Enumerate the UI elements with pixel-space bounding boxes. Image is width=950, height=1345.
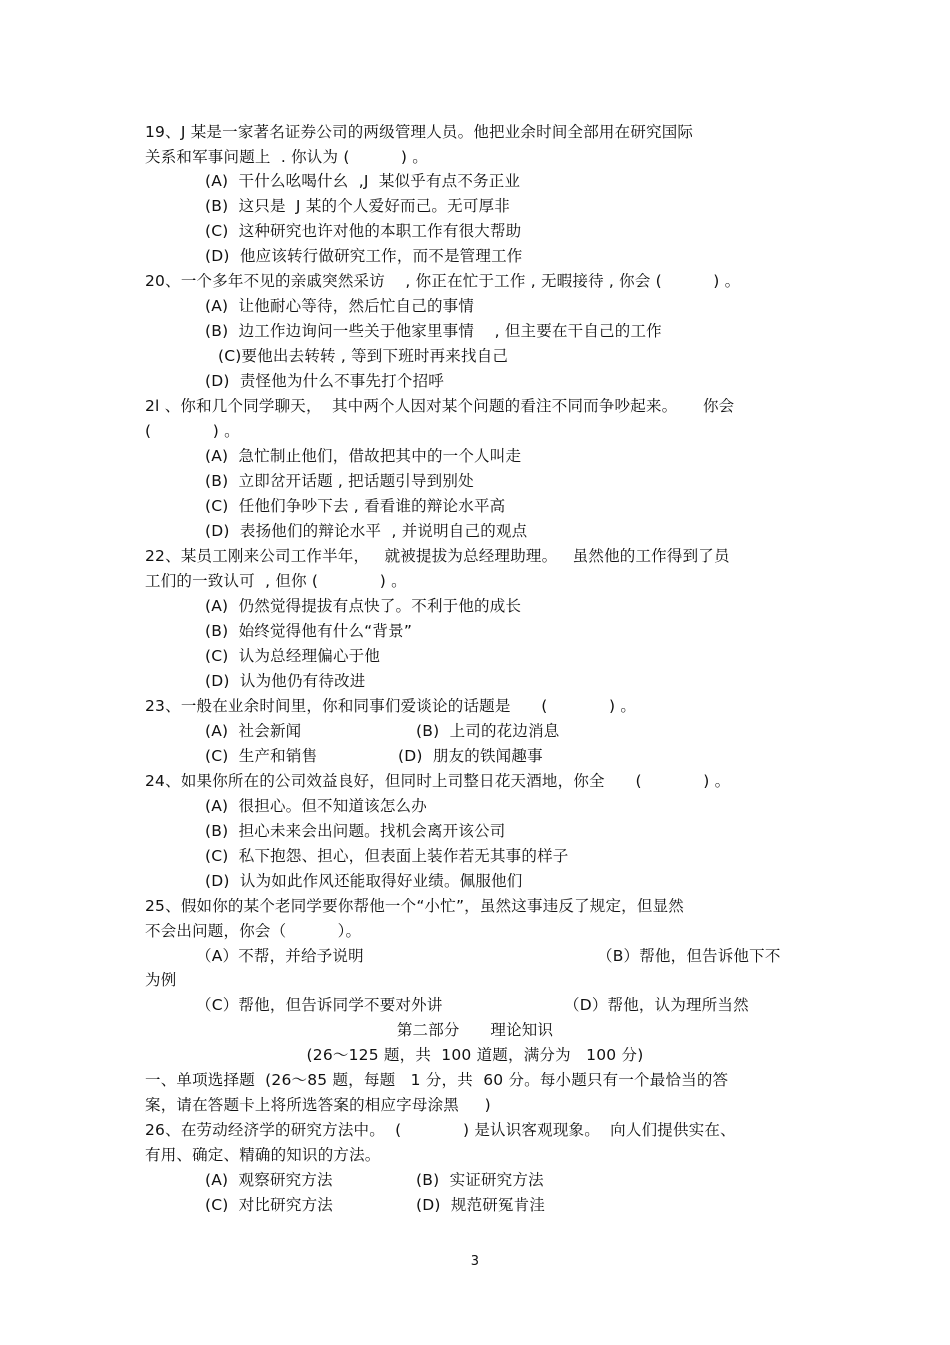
- question-25-option-d: （D）帮他，认为理所当然: [564, 996, 749, 1014]
- question-23-option-d: (D) 朋友的铁闻趣事: [398, 747, 543, 765]
- question-19-option-b: (B) 这只是 J 某的个人爱好而己。无可厚非: [205, 197, 510, 215]
- question-25-option-a: （A）不帮，并给予说明: [196, 947, 364, 965]
- question-19-stem-line-2: 关系和军事问题上 . 你认为 ( ) 。: [145, 148, 428, 166]
- question-21-option-b: (B) 立即岔开话题 , 把话题引导到别处: [205, 472, 474, 490]
- question-19-stem-line-1: 19、J 某是一家著名证券公司的两级管理人员。他把业余时间全部用在研究国际: [145, 123, 694, 141]
- question-23-option-c: (C) 生产和销售: [205, 747, 318, 765]
- question-26-option-b: (B) 实证研究方法: [416, 1171, 544, 1189]
- question-23-option-b: (B) 上司的花边消息: [416, 722, 560, 740]
- section-1-heading-line-2: 案，请在答题卡上将所选答案的相应字母涂黑 ): [145, 1096, 491, 1114]
- part-2-subtitle: (26～125 题，共 100 道题，满分为 100 分): [306, 1046, 644, 1064]
- question-22-option-a: (A) 仍然觉得提拔有点快了。不利于他的成长: [205, 597, 522, 615]
- question-26-option-c: (C) 对比研究方法: [205, 1196, 333, 1214]
- question-20-option-b: (B) 边工作边询问一些关于他家里事情 , 但主要在干自己的工作: [205, 322, 662, 340]
- question-20-option-c: (C)要他出去转转 , 等到下班时再来找自己: [218, 347, 509, 365]
- question-25-option-b: （B）帮他，但告诉他下不: [597, 947, 781, 965]
- question-21-stem-line-1: 2l 、你和几个同学聊天， 其中两个人因对某个问题的看注不同而争吵起来。 你会: [145, 397, 735, 415]
- question-23-option-a: (A) 社会新闻: [205, 722, 302, 740]
- part-2-title: 第二部分 理论知识: [396, 1021, 554, 1039]
- question-19-option-d: (D) 他应该转行做研究工作，而不是管理工作: [205, 247, 523, 265]
- question-22-stem-line-2: 工们的一致认可 , 但你 ( ) 。: [145, 572, 407, 590]
- question-22-option-d: (D) 认为他仍有待改进: [205, 672, 366, 690]
- question-26-option-a: (A) 观察研究方法: [205, 1171, 333, 1189]
- question-25-option-c: （C）帮他，但告诉同学不要对外讲: [196, 996, 443, 1014]
- question-24-option-c: (C) 私下抱怨、担心，但表面上装作若无其事的样子: [205, 847, 569, 865]
- question-22-option-c: (C) 认为总经理偏心于他: [205, 647, 381, 665]
- question-22-stem-line-1: 22、某员工刚来公司工作半年， 就被提拔为总经理助理。 虽然他的工作得到了员: [145, 547, 730, 565]
- question-21-option-d: (D) 表扬他们的辩论水平 , 并说明自己的观点: [205, 522, 528, 540]
- question-24-option-a: (A) 很担心。但不知道该怎么办: [205, 797, 427, 815]
- question-19-option-c: (C) 这种研究也许对他的本职工作有很大帮助: [205, 222, 522, 240]
- question-24-option-b: (B) 担心未来会出问题。找机会离开该公司: [205, 822, 506, 840]
- question-20-stem-line-1: 20、一个多年不见的亲戚突然采访 , 你正在忙于工作 , 无暇接待 , 你会 ( ) 。: [145, 272, 741, 290]
- question-24-option-d: (D) 认为如此作风还能取得好业绩。佩服他们: [205, 872, 523, 890]
- section-1-heading-line-1: 一、单项选择题 (26～85 题，每题 1 分，共 60 分。每小题只有一个最恰当的答: [145, 1071, 729, 1089]
- question-19-option-a: (A) 干什么吆喝什幺 ,J 某似乎有点不务正业: [205, 172, 521, 190]
- question-20-option-a: (A) 让他耐心等待，然后忙自己的事情: [205, 297, 475, 315]
- question-21-stem-line-2: ( ) 。: [145, 422, 240, 440]
- question-22-option-b: (B) 始终觉得他有什么“背景”: [205, 622, 413, 640]
- question-25-option-b-continued: 为例: [145, 971, 177, 989]
- question-23-stem-line-1: 23、一般在业余时间里，你和同事们爱谈论的话题是 ( ) 。: [145, 697, 637, 715]
- question-20-option-d: (D) 责怪他为什么不事先打个招呼: [205, 372, 444, 390]
- question-26-stem-line-2: 有用、确定、精确的知识的方法。: [145, 1146, 381, 1164]
- question-25-stem-line-1: 25、假如你的某个老同学要你帮他一个“小忙”，虽然这事违反了规定，但显然: [145, 897, 684, 915]
- question-24-stem-line-1: 24、如果你所在的公司效益良好，但同时上司整日花天酒地，你全 ( ) 。: [145, 772, 731, 790]
- question-26-stem-line-1: 26、在劳动经济学的研究方法中。 ( ) 是认识客观现象。 向人们提供实在、: [145, 1121, 736, 1139]
- page-number: 3: [470, 1254, 480, 1269]
- question-21-option-c: (C) 任他们争吵下去 , 看看谁的辩论水平高: [205, 497, 506, 515]
- question-21-option-a: (A) 急忙制止他们，借故把其中的一个人叫走: [205, 447, 522, 465]
- question-26-option-d: (D) 规范研冤肯洼: [416, 1196, 546, 1214]
- question-25-stem-line-2: 不会出问题，你会（ ）。: [145, 922, 362, 940]
